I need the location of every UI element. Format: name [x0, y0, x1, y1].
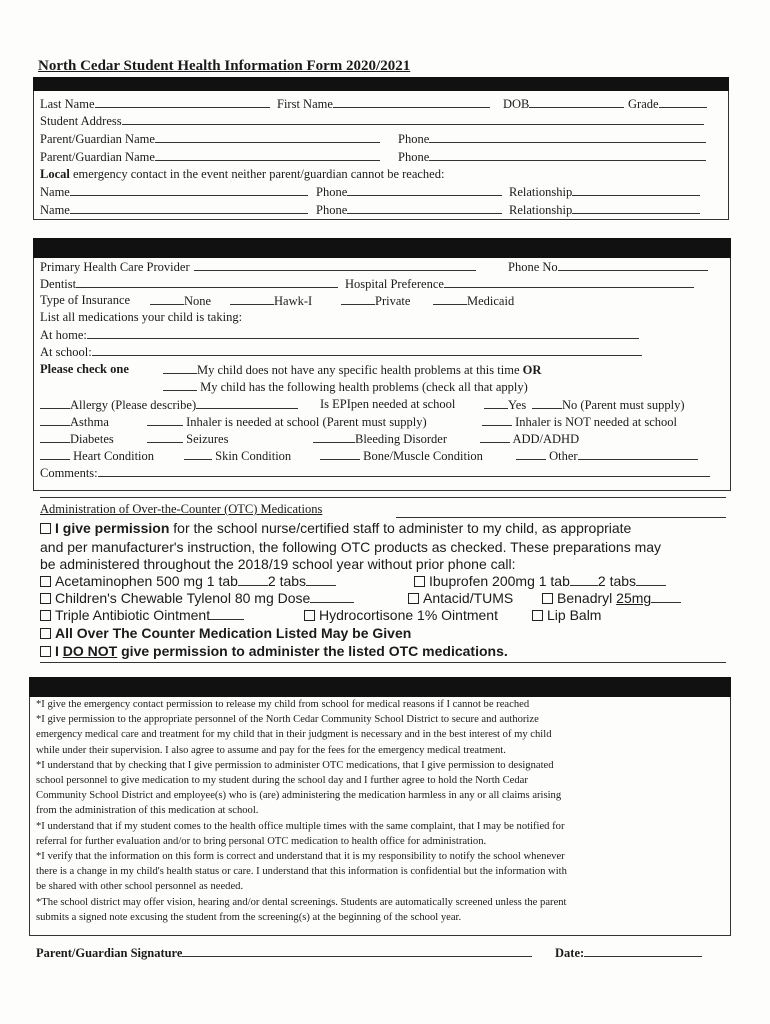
do-not-give-checkbox[interactable] [40, 646, 51, 657]
statement-line: referral for further evaluation and/or to bring personal OTC medication to health office for administration. [36, 835, 487, 847]
seizures-option[interactable]: Seizures [147, 431, 228, 447]
emergency1-relationship-field[interactable]: Relationship [509, 184, 700, 200]
all-otc-checkbox[interactable] [40, 628, 51, 639]
student-address-field[interactable]: Student Address [40, 113, 704, 129]
epipen-yes-option[interactable]: Yes [484, 397, 526, 413]
statement-line: emergency medical care and treatment for my child that in their judgment is necessary and in the best interest of my child [36, 729, 552, 741]
statement-line: be shared with other school personnel as needed. [36, 881, 244, 893]
emergency2-relationship-field[interactable]: Relationship [509, 202, 700, 218]
statement-line: *I give the emergency contact permission to release my child from school for medical reasons if I cannot be reached [36, 699, 530, 710]
no-problems-option[interactable]: My child does not have any specific health problems at this time OR [163, 362, 541, 378]
dentist-field[interactable]: Dentist [40, 276, 338, 292]
statement-line: from the administration of this medication at school. [36, 805, 259, 817]
statements-section-bar [29, 677, 731, 697]
insurance-hawk-option[interactable]: Hawk-I [230, 293, 312, 309]
local-contact-label: Local emergency contact in the event neither parent/guardian cannot be reached: [40, 167, 445, 181]
emergency2-name-field[interactable]: Name [40, 202, 308, 218]
statement-line: submits a signed note excusing the student from the screening(s) at the beginning of the school year. [36, 911, 462, 923]
add-adhd-option[interactable]: ADD/ADHD [480, 431, 579, 447]
first-name-field[interactable]: First Name [277, 96, 490, 112]
allergy-option[interactable]: Allergy (Please describe) [40, 397, 298, 413]
all-otc-option[interactable]: All Over The Counter Medication Listed May be Given [40, 625, 411, 641]
emergency1-name-field[interactable]: Name [40, 184, 308, 200]
heart-condition-option[interactable]: Heart Condition [40, 448, 154, 464]
benadryl-option[interactable]: Benadryl 25mg [542, 590, 681, 606]
triple-antibiotic-option[interactable]: Triple Antibiotic Ointment [40, 607, 244, 623]
bleeding-disorder-option[interactable]: Bleeding Disorder [313, 431, 447, 447]
antacid-checkbox[interactable] [408, 593, 419, 604]
acetaminophen-option[interactable]: Acetaminophen 500 mg 1 tab 2 tabs [40, 573, 336, 589]
epipen-no-option[interactable]: No (Parent must supply) [532, 397, 685, 413]
lip-balm-option[interactable]: Lip Balm [532, 607, 601, 623]
statement-line: *The school district may offer vision, hearing and/or dental screenings. Students are automatically screened unless the parent [36, 896, 567, 908]
statement-line: while under their supervision. I also agree to assume and pay for the fees for the emergency medical treatment. [36, 744, 506, 756]
grade-field[interactable]: Grade [628, 96, 707, 112]
meds-home-field[interactable]: At home: [40, 327, 639, 343]
ibuprofen-option[interactable]: Ibuprofen 200mg 1 tab 2 tabs [414, 573, 666, 589]
statement-line: *I understand that if my student comes to the health office multiple times with the same complaint, that I may be notified for [36, 820, 565, 832]
asthma-option[interactable]: Asthma [40, 414, 109, 430]
provider-field[interactable]: Primary Health Care Provider [40, 259, 476, 275]
insurance-medicaid-option[interactable]: Medicaid [433, 293, 514, 309]
otc-heading: Administration of Over-the-Counter (OTC) Medications [40, 502, 323, 516]
statement-line: *I verify that the information on this form is correct and understand that it is my responsibility to notify the school whenever [36, 851, 565, 863]
provider-phone-field[interactable]: Phone No [508, 259, 708, 275]
dob-field[interactable]: DOB [503, 96, 624, 112]
has-problems-option[interactable]: My child has the following health problems (check all that apply) [163, 379, 528, 395]
hydrocortisone-checkbox[interactable] [304, 610, 315, 621]
guardian2-name-field[interactable]: Parent/Guardian Name [40, 149, 380, 165]
otc-instruction-line2: and per manufacturer's instruction, the following OTC products as checked. These preparations may [40, 539, 662, 555]
last-name-field[interactable]: Last Name [40, 96, 270, 112]
give-permission-option[interactable]: I give permission for the school nurse/certified staff to administer to my child, as appropriate [40, 520, 631, 536]
childrens-tylenol-option[interactable]: Children's Chewable Tylenol 80 mg Dose [40, 590, 354, 606]
signature-date-field[interactable]: Date: [555, 945, 702, 961]
insurance-none-option[interactable]: None [150, 293, 211, 309]
medications-label: List all medications your child is taking: [40, 310, 243, 324]
guardian1-name-field[interactable]: Parent/Guardian Name [40, 131, 380, 147]
inhaler-needed-option[interactable]: Inhaler is needed at school (Parent must supply) [147, 414, 427, 430]
epipen-question: Is EPIpen needed at school [320, 397, 456, 411]
statements-text [36, 697, 567, 925]
statement-line: school personnel to give medication to my student during the school day and I further agree to hold the North Cedar [36, 775, 528, 787]
guardian2-phone-field[interactable]: Phone [398, 149, 706, 165]
statement-line: *I give permission to the appropriate personnel of the North Cedar Community School District to secure and authorize [36, 714, 539, 726]
ibuprofen-checkbox[interactable] [414, 576, 425, 587]
benadryl-checkbox[interactable] [542, 593, 553, 604]
otc-heading-rule [396, 517, 726, 518]
do-not-give-option[interactable]: I DO NOT give permission to administer the listed OTC medications. [40, 643, 508, 659]
lip-balm-checkbox[interactable] [532, 610, 543, 621]
skin-condition-option[interactable]: Skin Condition [184, 448, 291, 464]
antacid-option[interactable]: Antacid/TUMS [408, 590, 513, 606]
health-section-bar [33, 238, 731, 258]
statement-line: Community School District and employee(s) who is (are) administering the medication harmless in any or all claims arising [36, 790, 562, 802]
give-permission-checkbox[interactable] [40, 523, 51, 534]
meds-school-field[interactable]: At school: [40, 344, 642, 360]
hydrocortisone-option[interactable]: Hydrocortisone 1% Ointment [304, 607, 498, 623]
check-one-label: Please check one [40, 362, 129, 376]
emergency1-phone-field[interactable]: Phone [316, 184, 502, 200]
hospital-field[interactable]: Hospital Preference [345, 276, 694, 292]
insurance-row: Type of Insurance [40, 293, 131, 307]
diabetes-option[interactable]: Diabetes [40, 431, 114, 447]
comments-field[interactable]: Comments: [40, 465, 710, 481]
bone-muscle-option[interactable]: Bone/Muscle Condition [320, 448, 483, 464]
other-option[interactable]: Other [516, 448, 698, 464]
form-title: North Cedar Student Health Information Form 2020/2021 [38, 58, 411, 74]
otc-bottom-rule [40, 662, 726, 663]
otc-top-rule [40, 497, 726, 498]
otc-instruction-line3: be administered throughout the 2018/19 school year without prior phone call: [40, 556, 516, 572]
statement-line: there is a change in my child's health status or care. I understand that this information is confidential but the information with [36, 866, 567, 878]
childrens-tylenol-checkbox[interactable] [40, 593, 51, 604]
inhaler-not-needed-option[interactable]: Inhaler is NOT needed at school [482, 414, 677, 430]
guardian1-phone-field[interactable]: Phone [398, 131, 706, 147]
emergency2-phone-field[interactable]: Phone [316, 202, 502, 218]
header-bar [33, 77, 729, 91]
signature-field[interactable]: Parent/Guardian Signature [36, 945, 532, 961]
statement-line: *I understand that by checking that I give permission to administer OTC medications, that I give permission to designated [36, 759, 554, 771]
insurance-private-option[interactable]: Private [341, 293, 410, 309]
triple-antibiotic-checkbox[interactable] [40, 610, 51, 621]
acetaminophen-checkbox[interactable] [40, 576, 51, 587]
